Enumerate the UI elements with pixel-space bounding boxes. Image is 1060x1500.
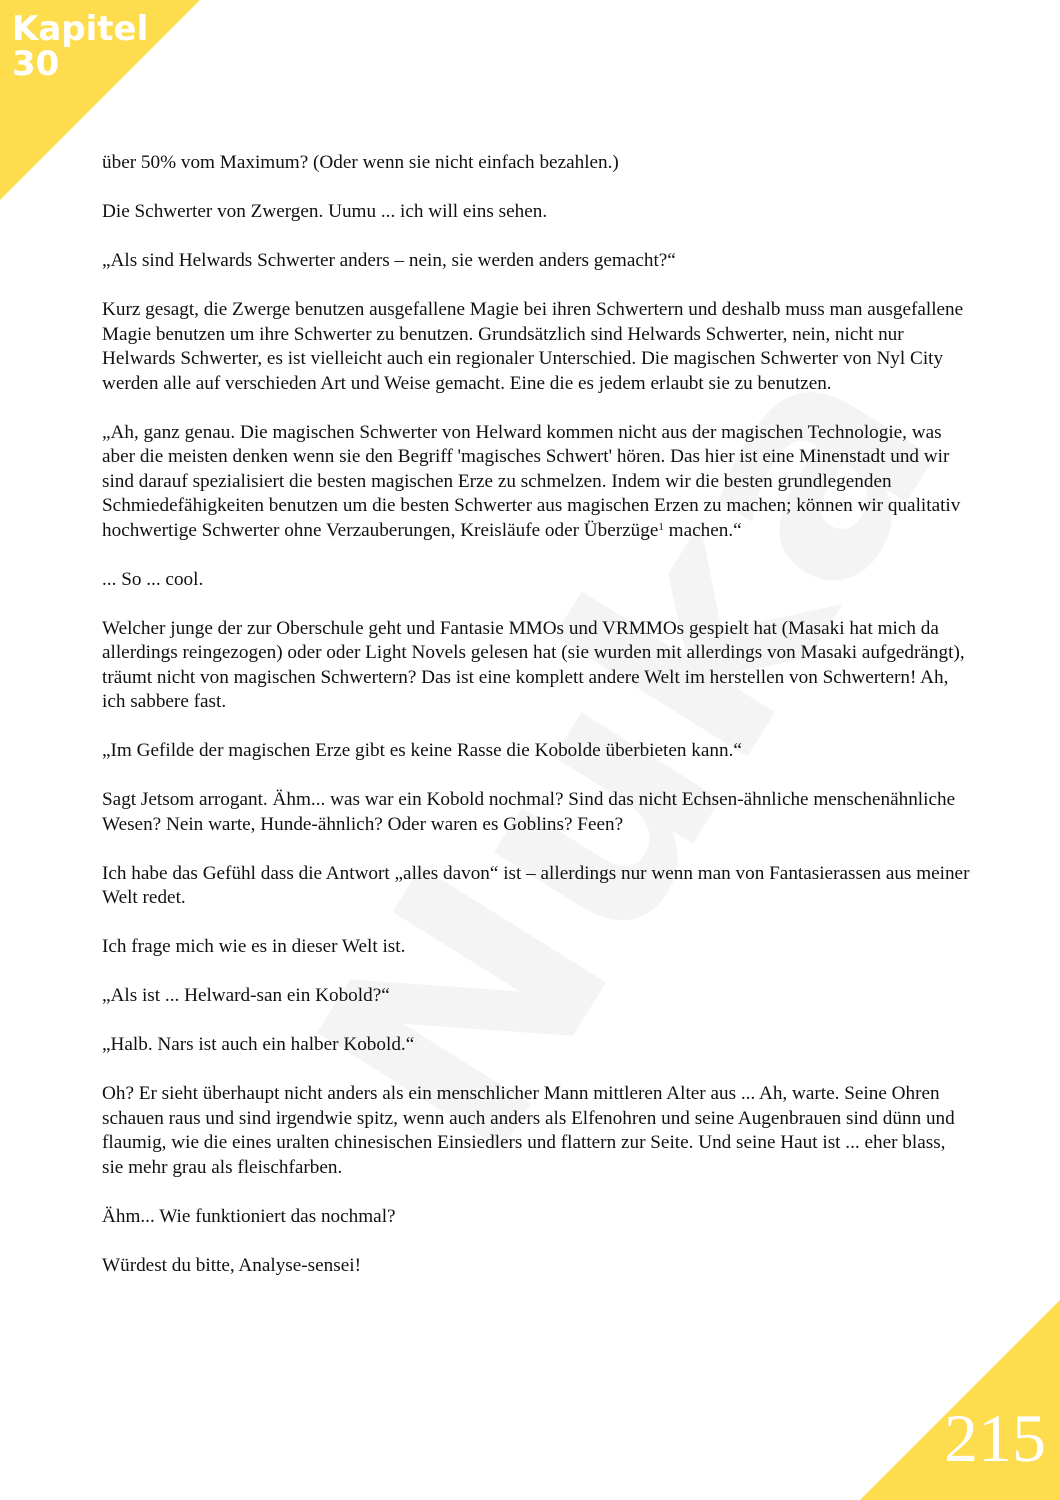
paragraph: Ähm... Wie funktioniert das nochmal? (102, 1205, 396, 1227)
paragraph: über 50% vom Maximum? (Oder wenn sie nicht einfach bezahlen.) (102, 152, 619, 173)
paragraph: Oh? Er sieht überhaupt nicht anders als ein menschlicher Mann mittleren Alter aus ... Ah, warte. Seine Ohren schauen raus und sind irgendwie spitz, wenn auch anders als Elfenohren und seine Augenbrauen sind dünn und flaumig, wie die eines uralten chinesischen Einsiedlers und flattern zur Seite. Und seine Haut ist ... eher blass, sie mehr grau als fleischfarben. (102, 1083, 955, 1178)
paragraph: Ich habe das Gefühl dass die Antwort „alles davon“ ist – allerdings nur wenn man von Fantasierassen aus meiner Welt redet. (102, 862, 970, 908)
paragraph: Ich frage mich wie es in dieser Welt ist. (102, 936, 406, 957)
paragraph: Welcher junge der zur Oberschule geht und Fantasie MMOs und VRMMOs gespielt hat (Masaki hat mich da allerdings reingezogen) oder oder Light Novels gelesen hat (sie wurden mit allerdings von Masaki aufgedrängt), träumt nicht von magischen Schwertern? Das ist eine komplett andere Welt im herstellen von Schwertern! Ah, ich sabbere fast. (102, 617, 965, 712)
paragraph: „Im Gefilde der magischen Erze gibt es keine Rasse die Kobolde überbieten kann.“ (102, 740, 742, 761)
page-body (102, 151, 970, 1303)
paragraph: „Halb. Nars ist auch ein halber Kobold.“ (102, 1034, 415, 1055)
chapter-word: Kapitel (12, 9, 149, 49)
paragraph: „Als sind Helwards Schwerter anders – nein, sie werden anders gemacht?“ (102, 250, 676, 271)
paragraph: Kurz gesagt, die Zwerge benutzen ausgefallene Magie bei ihren Schwertern und deshalb muss man ausgefallene Magie benutzen um ihre Schwerter zu benutzen. Grundsätzlich sind Helwards Schwerter, nein, nicht nur Helwards Schwerter, es ist vielleicht auch ein regionaler Unterschied. Die magischen Schwerter von Nyl City werden alle auf verschieden Art und Weise gemacht. Eine die es jedem erlaubt sie zu benutzen. (102, 299, 964, 394)
paragraph: ... So ... cool. (102, 568, 204, 590)
paragraph-text: „Ah, ganz genau. Die magischen Schwerter von Helward kommen nicht aus der magischen Technologie, was aber die meisten denken wenn sie den Begriff 'magisches Schwert' hören. Das hier ist eine Minenstadt und wir sind darauf spezialisiert die besten magischen Erze zu schmelzen. Indem wir die besten grundlegenden Schmiedefähigkeiten benutzen um die besten Schwerter aus magischen Erzen zu machen; können wir qualitativ hochwertige Schwerter ohne Verzauberungen, Kreisläufe oder Überzüge (102, 421, 961, 541)
paragraph-with-footnote (102, 421, 970, 544)
chapter-number: 30 (12, 44, 60, 84)
paragraph: Die Schwerter von Zwergen. Uumu ... ich will eins sehen. (102, 201, 548, 222)
paragraph: Würdest du bitte, Analyse-sensei! (102, 1254, 361, 1276)
paragraph: „Als ist ... Helward-san ein Kobold?“ (102, 985, 390, 1006)
paragraph: Sagt Jetsom arrogant. Ähm... was war ein Kobold nochmal? Sind das nicht Echsen-ähnliche menschenähnliche Wesen? Nein warte, Hunde-ähnlich? Oder waren es Goblins? Feen? (102, 789, 956, 835)
chapter-label (12, 9, 149, 84)
page-number: 215 (944, 1400, 1046, 1476)
footnote-marker: 1 (658, 520, 664, 533)
paragraph-text: machen.“ (663, 519, 742, 541)
